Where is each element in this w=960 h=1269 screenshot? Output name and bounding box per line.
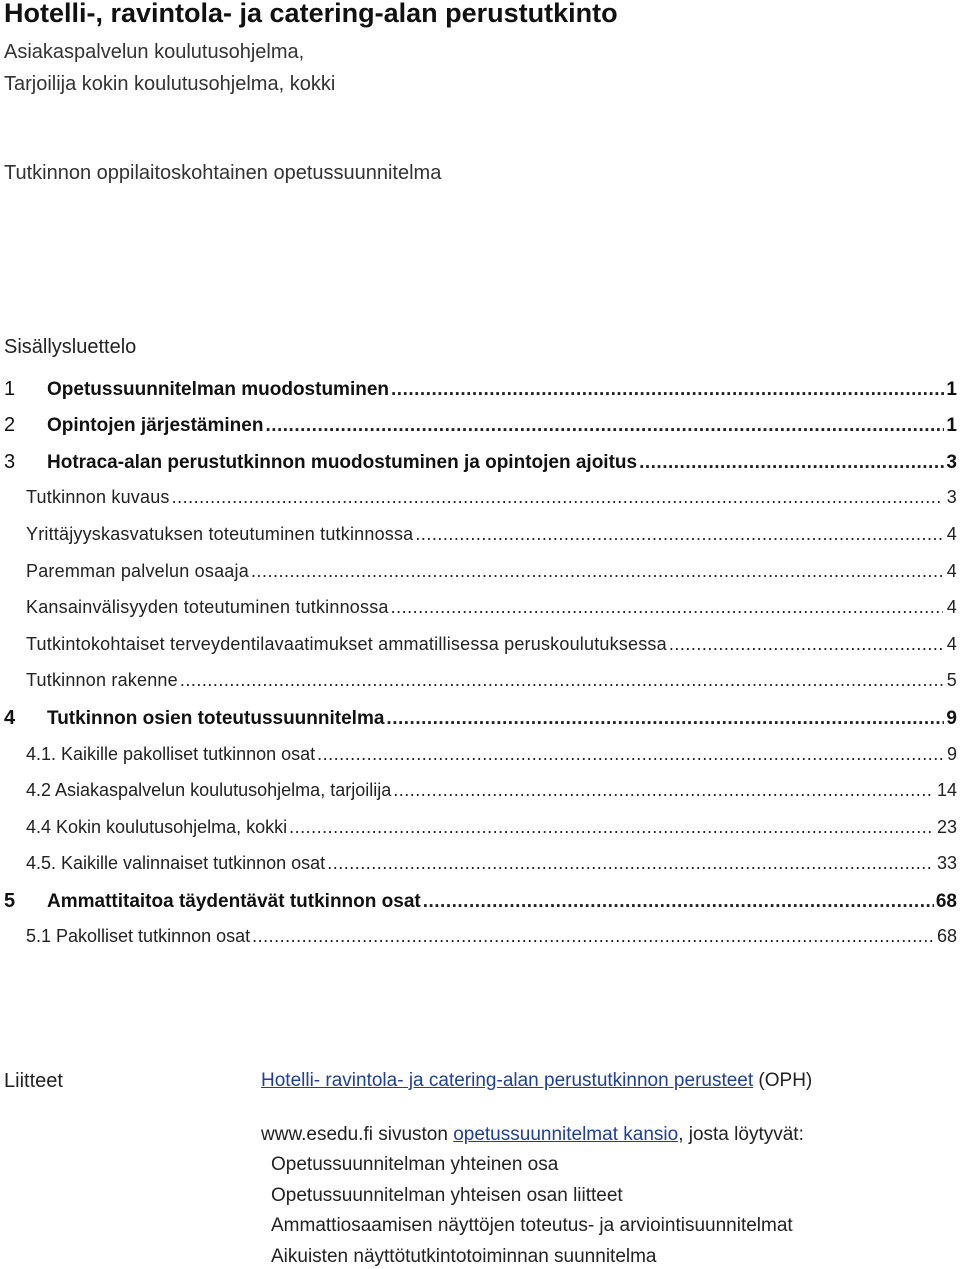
toc-text: Kansainvälisyyden toteutuminen tutkinnossa: [26, 597, 389, 617]
toc-page: 68: [935, 891, 957, 912]
toc-entry[interactable]: [4, 780, 957, 806]
toc-page: 5: [946, 670, 957, 690]
toc-entry[interactable]: [4, 853, 957, 879]
esedu-suffix: , josta löytyvät:: [678, 1124, 804, 1145]
oph-suffix: (OPH): [753, 1070, 813, 1091]
curriculum-title: Tutkinnon oppilaitoskohtainen opetussuunnitelma: [4, 162, 442, 184]
toc-entry[interactable]: [4, 414, 957, 440]
toc-text: Tutkinnon kuvaus: [26, 487, 170, 507]
toc-entry[interactable]: [4, 597, 957, 623]
opetussuunnitelmat-kansio-link[interactable]: opetussuunnitelmat kansio: [453, 1124, 679, 1145]
toc-text: 4.5. Kaikille valinnaiset tutkinnon osat: [26, 853, 326, 873]
toc-leader: [386, 708, 944, 730]
toc-text: Tutkintokohtaiset terveydentilavaatimukset ammatillisessa peruskoulutuksessa: [26, 634, 667, 654]
attachment-oph-line: [261, 1070, 812, 1092]
oph-perusteet-link[interactable]: Hotelli- ravintola- ja catering-alan perustutkinnon perusteet: [261, 1070, 754, 1091]
esedu-prefix: www.esedu.fi sivuston: [261, 1124, 454, 1145]
toc-leader: [639, 452, 944, 474]
toc-page: 3: [946, 452, 957, 473]
toc-leader: [251, 561, 943, 582]
toc-leader: [327, 853, 933, 874]
toc-entry[interactable]: [4, 744, 957, 770]
toc-entry[interactable]: [4, 817, 957, 843]
toc-text: Hotraca-alan perustutkinnon muodostuminen ja opintojen ajoitus: [47, 452, 638, 473]
toc-page: 1: [946, 415, 957, 436]
toc-page: 9: [946, 708, 957, 729]
attachment-item: Aikuisten näyttötutkintotoiminnan suunnitelma: [271, 1246, 657, 1267]
toc-leader: [423, 891, 934, 913]
toc-entry[interactable]: [4, 561, 957, 587]
attachment-item: Ammattiosaamisen näyttöjen toteutus- ja arviointisuunnitelmat: [271, 1215, 793, 1236]
toc-text: 4.1. Kaikille pakolliset tutkinnon osat: [26, 744, 316, 764]
toc-number: 5: [4, 890, 16, 912]
toc-page: 4: [946, 524, 957, 544]
toc-heading: Sisällysluettelo: [4, 336, 137, 358]
toc-text: Tutkinnon rakenne: [26, 670, 178, 690]
attachments-label: Liitteet: [4, 1070, 63, 1092]
toc-page: 4: [946, 561, 957, 581]
toc-leader: [180, 670, 943, 691]
toc-page: 68: [936, 926, 957, 946]
toc-leader: [391, 597, 943, 618]
toc-number: 1: [4, 378, 16, 400]
toc-page: 14: [936, 780, 957, 800]
toc-text: 4.2 Asiakaspalvelun koulutusohjelma, tarjoilija: [26, 780, 392, 800]
toc-entry[interactable]: [4, 890, 957, 916]
toc-page: 23: [936, 817, 957, 837]
toc-text: 4.4 Kokin koulutusohjelma, kokki: [26, 817, 288, 837]
attachment-item: Opetussuunnitelman yhteinen osa: [271, 1154, 559, 1175]
toc-entry[interactable]: [4, 524, 957, 550]
toc-number: 2: [4, 414, 16, 436]
toc-leader: [669, 634, 943, 655]
program-line-1: Asiakaspalvelun koulutusohjelma,: [4, 41, 305, 63]
toc-text: Paremman palvelun osaaja: [26, 561, 249, 581]
toc-number: 3: [4, 451, 16, 473]
toc-entry[interactable]: [4, 707, 957, 733]
toc-leader: [393, 780, 933, 801]
toc-text: Yrittäjyyskasvatuksen toteutuminen tutkinnossa: [26, 524, 414, 544]
toc-page: 1: [946, 379, 957, 400]
toc-entry[interactable]: [4, 378, 957, 404]
toc-leader: [415, 524, 942, 545]
toc-text: Opintojen järjestäminen: [47, 415, 264, 436]
toc-number: 4: [4, 707, 16, 729]
toc-leader: [172, 487, 943, 508]
toc-leader: [252, 926, 933, 947]
program-line-2: Tarjoilija kokin koulutusohjelma, kokki: [4, 73, 336, 95]
toc-leader: [289, 817, 933, 838]
toc-text: Ammattitaitoa täydentävät tutkinnon osat: [47, 891, 421, 912]
toc-entry[interactable]: [4, 451, 957, 477]
attachment-item: Opetussuunnitelman yhteisen osan liitteet: [271, 1185, 623, 1206]
toc-leader: [391, 379, 944, 401]
toc-leader: [317, 744, 943, 765]
toc-page: 4: [946, 634, 957, 654]
toc-page: 3: [946, 487, 957, 507]
toc-leader: [265, 415, 944, 437]
toc-page: 9: [946, 744, 957, 764]
toc-page: 33: [936, 853, 957, 873]
toc-entry[interactable]: [4, 670, 957, 696]
toc-text: 5.1 Pakolliset tutkinnon osat: [26, 926, 251, 946]
toc-page: 4: [946, 597, 957, 617]
esedu-line: [261, 1124, 804, 1146]
toc-text: Opetussuunnitelman muodostuminen: [47, 379, 390, 400]
toc-entry[interactable]: [4, 926, 957, 952]
toc-text: Tutkinnon osien toteutussuunnitelma: [47, 708, 385, 729]
toc-entry[interactable]: [4, 634, 957, 660]
toc-entry[interactable]: [4, 487, 957, 513]
document-title: Hotelli-, ravintola- ja catering-alan perustutkinto: [4, 0, 618, 28]
